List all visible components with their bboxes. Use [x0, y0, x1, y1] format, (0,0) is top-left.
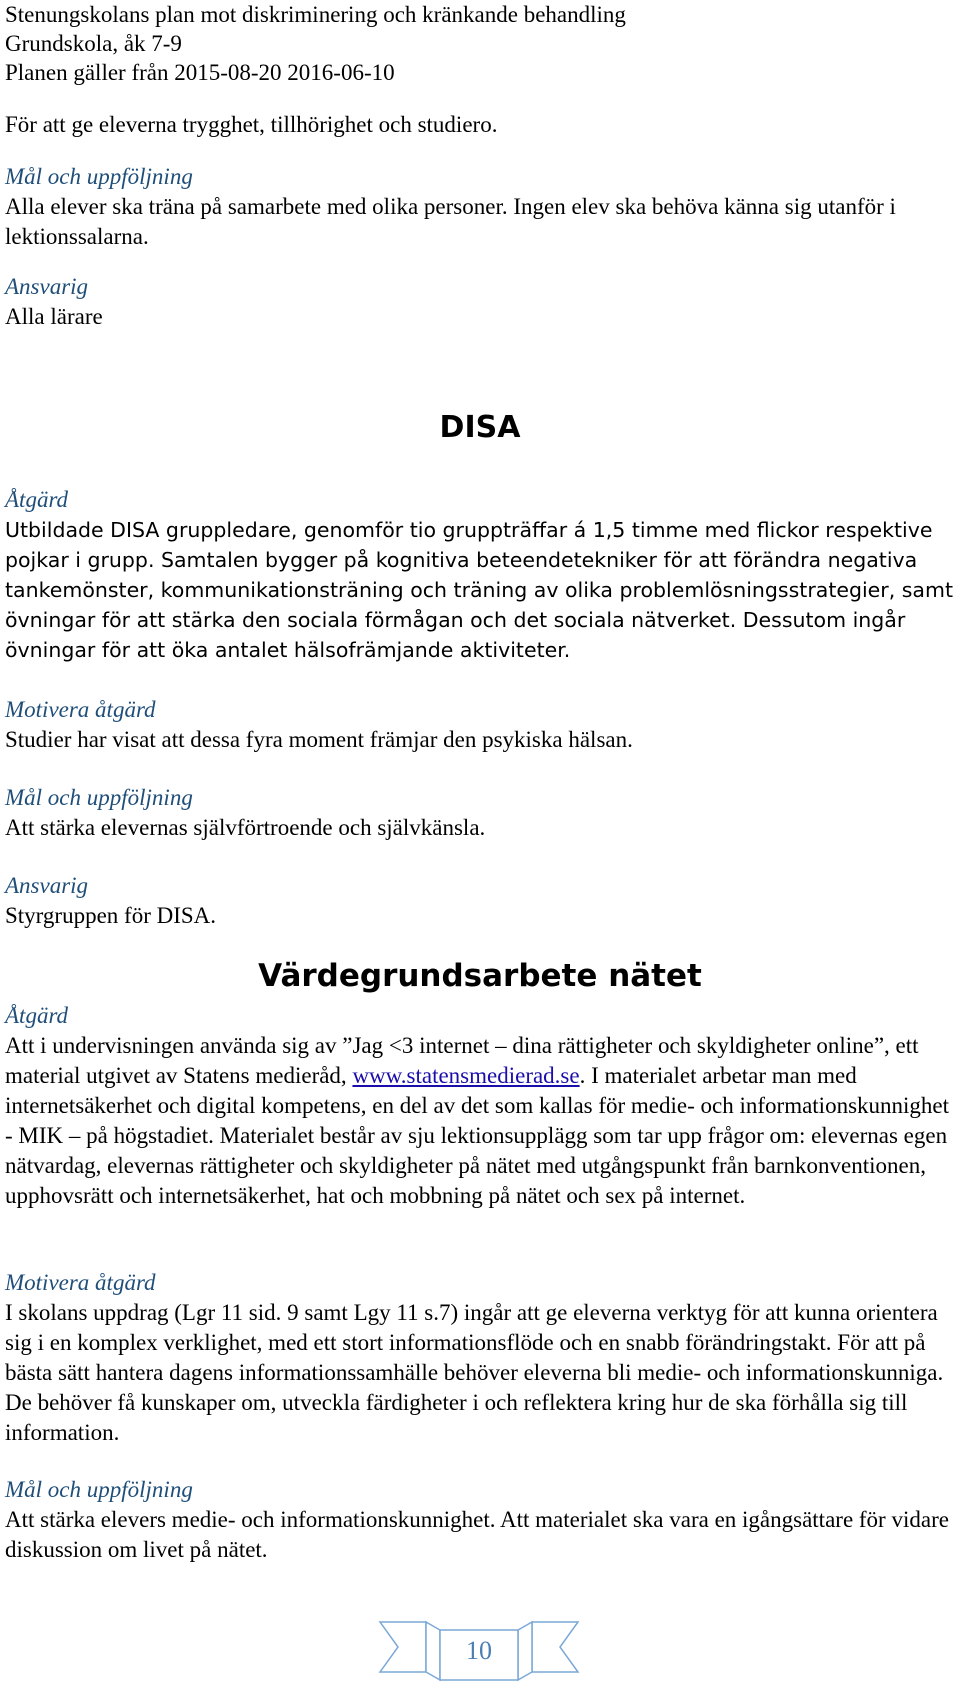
intro-resp-text: Alla lärare: [5, 304, 103, 329]
disa-heading: DISA: [439, 410, 521, 445]
page-number: 10: [466, 1636, 492, 1665]
disa-action-text-part1: Utbildade DISA gruppledare, genomför tio gruppträffar á 1,5 timme med flickor respektive pojkar i grupp.: [5, 518, 933, 572]
disa-responsible: [5, 871, 955, 931]
page-number-banner: [378, 1612, 580, 1686]
net-action-text-after-link: . I materialet arbetar man med internetsäkerhet och digital kompetens, en del av det som kallas för medie- och informationskunnighet - MIK – på högstadiet. Materialet består av sju lektionsupplägg som tar upp frågor om: elevernas egen nätvardag, elevernas rättigheter och skyldigheter på nätet med utgångspunkt från barnkonventionen, upphovsrätt och internetsäkerhet, hat och mobbning på nätet och sex på internet.: [5, 1063, 950, 1208]
net-goal: [5, 1475, 955, 1565]
intro-goal: [5, 162, 955, 252]
net-goal-label: Mål och uppföljning: [5, 1477, 193, 1502]
net-goal-text: Att stärka elevers medie- och informationskunnighet. Att materialet ska vara en igångsättare för vidare diskussion om livet på nätet.: [5, 1507, 949, 1562]
net-action-label: Åtgärd: [5, 1003, 69, 1028]
disa-motive-label: Motivera åtgärd: [5, 697, 156, 722]
net-motive: [5, 1268, 955, 1448]
disa-action-text: [5, 515, 955, 665]
net-motive-label: Motivera åtgärd: [5, 1270, 156, 1295]
disa-resp-text: Styrgruppen för DISA.: [5, 903, 217, 928]
disa-goal-label: Mål och uppföljning: [5, 785, 193, 810]
disa-resp-label: Ansvarig: [5, 873, 89, 898]
net-action-text-before-link: Att i undervisningen använda sig av ”Jag <3 internet – dina rättigheter och skyldigheter online”, ett material utgivet av Statens medieråd,: [5, 1033, 919, 1088]
header-line-3: Planen gäller från 2015-08-20 2016-06-10: [5, 60, 395, 85]
intro-resp-label: Ansvarig: [5, 274, 89, 299]
disa-action: [5, 485, 955, 665]
disa-motive-text: Studier har visat att dessa fyra moment främjar den psykiska hälsan.: [5, 727, 633, 752]
net-action: [5, 1001, 955, 1211]
header-line-1: Stenungskolans plan mot diskriminering och kränkande behandling: [5, 2, 626, 27]
header-line-2: Grundskola, åk 7-9: [5, 31, 182, 56]
document-header: [5, 0, 955, 87]
disa-action-text-part2: Samtalen bygger på kognitiva beteendetekniker för att förändra negativa tankemönster, kommunikationsträning och träning av olika problemlösningsstrategier, samt övningar för att stärka den sociala förmågan och det sociala nätverket. Dessutom ingår övningar för att öka antalet hälsofrämjande aktiviteter.: [5, 548, 954, 662]
statensmedierad-link[interactable]: www.statensmedierad.se: [352, 1063, 580, 1088]
net-motive-text: I skolans uppdrag (Lgr 11 sid. 9 samt Lgy 11 s.7) ingår att ge eleverna verktyg för att kunna orientera sig i en komplex verklighet, med ett stort informationsflöde och en snabb förändringstakt. För att på bästa sätt hantera dagens informationssamhälle behöver eleverna bli medie- och informationskunniga. De behöver få kunskaper om, utveckla färdigheter i och reflektera kring hur de ska förhålla sig till information.: [5, 1300, 944, 1445]
disa-goal: [5, 783, 955, 843]
disa-goal-text: Att stärka elevernas självförtroende och självkänsla.: [5, 815, 486, 840]
disa-motive: [5, 695, 955, 755]
net-action-text: [5, 1031, 955, 1211]
intro-goal-text: Alla elever ska träna på samarbete med olika personer. Ingen elev ska behöva känna sig utanför i lektionssalarna.: [5, 194, 896, 249]
intro-text: För att ge eleverna trygghet, tillhörighet och studiero.: [5, 112, 498, 137]
intro-section: [5, 110, 955, 140]
intro-responsible: [5, 272, 955, 332]
disa-action-label: Åtgärd: [5, 487, 69, 512]
intro-goal-label: Mål och uppföljning: [5, 164, 193, 189]
net-heading: Värdegrundsarbete nätet: [258, 958, 702, 994]
